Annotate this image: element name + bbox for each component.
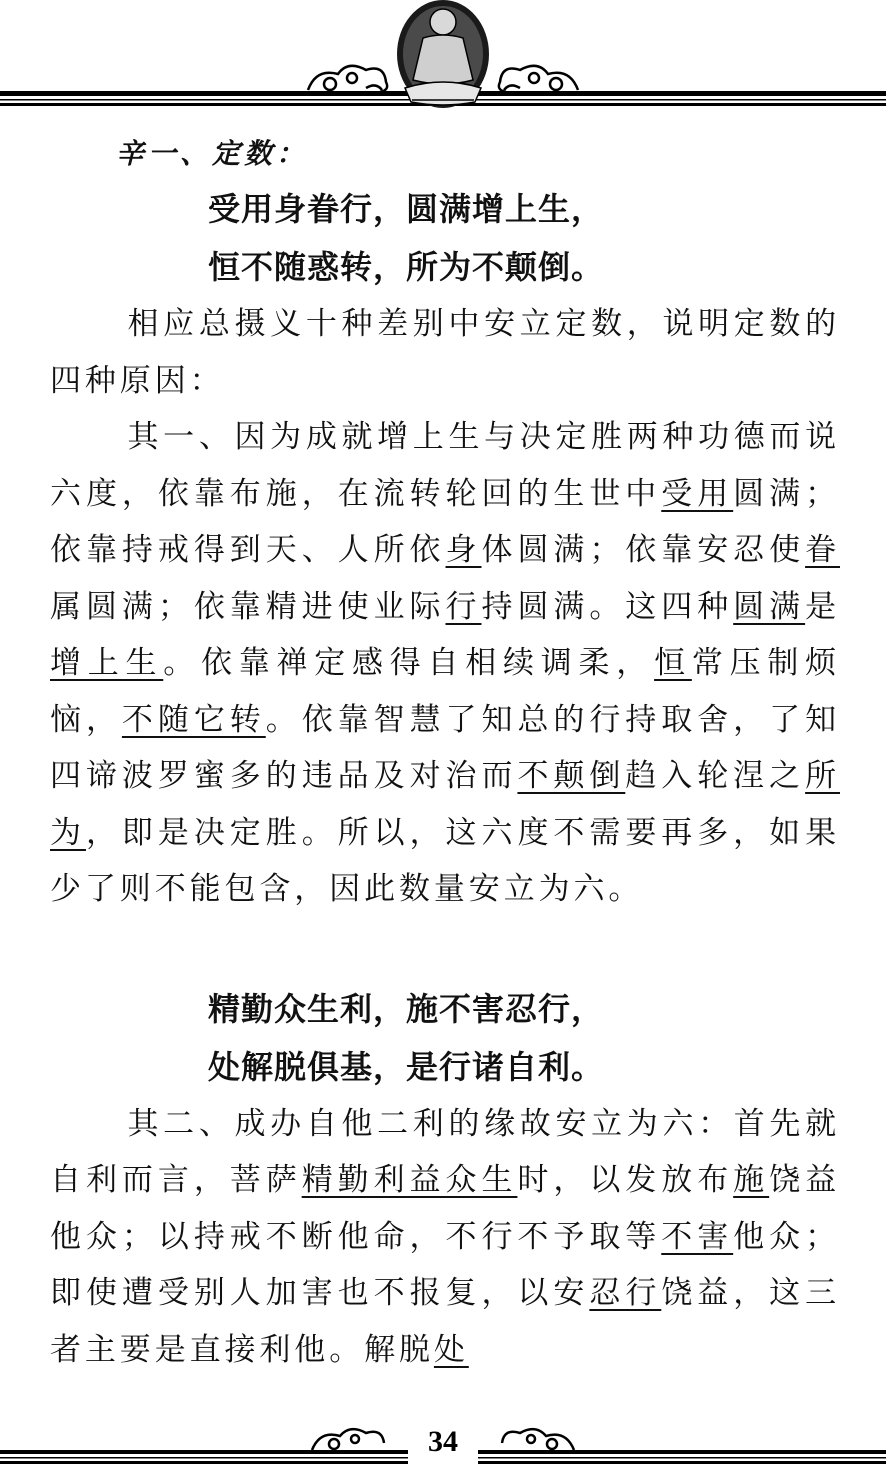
verse-block-2 [50,980,840,1096]
page-number: 34 [428,1425,458,1458]
text-run: 其二、成办自他二利的缘故安立为六：首先就自利而言，菩萨 [50,1105,840,1198]
text-run: 他众；即使遭受别人加害也不报复，以安 [50,1218,840,1311]
underlined-term: 眷 [805,532,840,568]
underlined-term: 不随它转 [121,701,266,738]
underlined-term: 恒 [654,645,692,681]
right-cloud-ornament-icon [499,66,578,92]
paragraph-reason-one [50,409,840,918]
text-run: 趋入轮涅之 [625,758,806,794]
text-run: 。依靠禅定感得自相续调柔， [163,645,655,681]
text-run: 饶益，这三者主要是直接利他。解脱 [50,1275,841,1368]
verse-line: 精勤众生利，施不害忍行， [208,989,605,1028]
text-run: 其一、因为成就增上生与决定胜两种功德而说六度，依靠布施，在流转轮回的生世中 [50,419,840,512]
paragraph-intro [50,296,840,409]
paragraph-reason-two [50,1096,840,1379]
text-run: 体圆满；依靠安忍使 [481,532,806,568]
text-run: 时，以发放布 [517,1162,734,1198]
underlined-term: 不害 [661,1218,734,1255]
buddha-emblem-icon [397,0,489,108]
underlined-term: 精勤利益 [301,1162,446,1198]
underlined-term: 忍行 [589,1275,662,1311]
section-heading: 辛一、定数： [116,137,309,170]
underlined-term: 施 [733,1162,770,1198]
text-run: 。依靠智慧了知总的行持取舍，了知四谛波罗蜜多的违品及对治而 [50,701,840,794]
underlined-term: 众生 [445,1162,518,1198]
header-ornament [0,0,886,115]
underlined-term: 增上生 [50,645,164,681]
underlined-term: 处 [433,1331,469,1368]
text-run: ，即是决定胜。所以，这六度不需要再多，如果少了则不能包含，因此数量安立为六。 [50,814,840,907]
text-run: 是 [805,588,840,625]
page-content [50,128,840,1378]
underlined-term: 所为 [50,758,841,851]
verse-block-1 [50,180,840,296]
verse-line: 恒不随惑转，所为不颠倒。 [208,248,605,286]
verse-line: 处解脱俱基，是行诸自利。 [208,1047,605,1086]
text-run: 相应总摄义十种差别中安立定数，说明定数的四种原因： [50,306,840,399]
text-run: 属圆满；依靠精进使业际 [50,588,446,625]
text-run: 饶益他众；以持戒不断他命，不行不予取等 [50,1162,840,1255]
text-run: 常压制烦恼， [50,645,841,738]
left-cloud-ornament-icon [308,66,387,92]
spacer [50,918,840,980]
underlined-term: 圆满 [733,588,806,625]
underlined-term: 不颠倒 [517,758,626,794]
underlined-term: 受用 [661,475,734,512]
verse-line: 受用身眷行，圆满增上生， [208,190,605,228]
text-run: 圆满；依靠持戒得到天、人所依 [50,475,840,568]
text-run: 持圆满。这四种 [481,588,734,625]
underlined-term: 行 [445,588,482,625]
underlined-term: 身 [445,532,482,568]
